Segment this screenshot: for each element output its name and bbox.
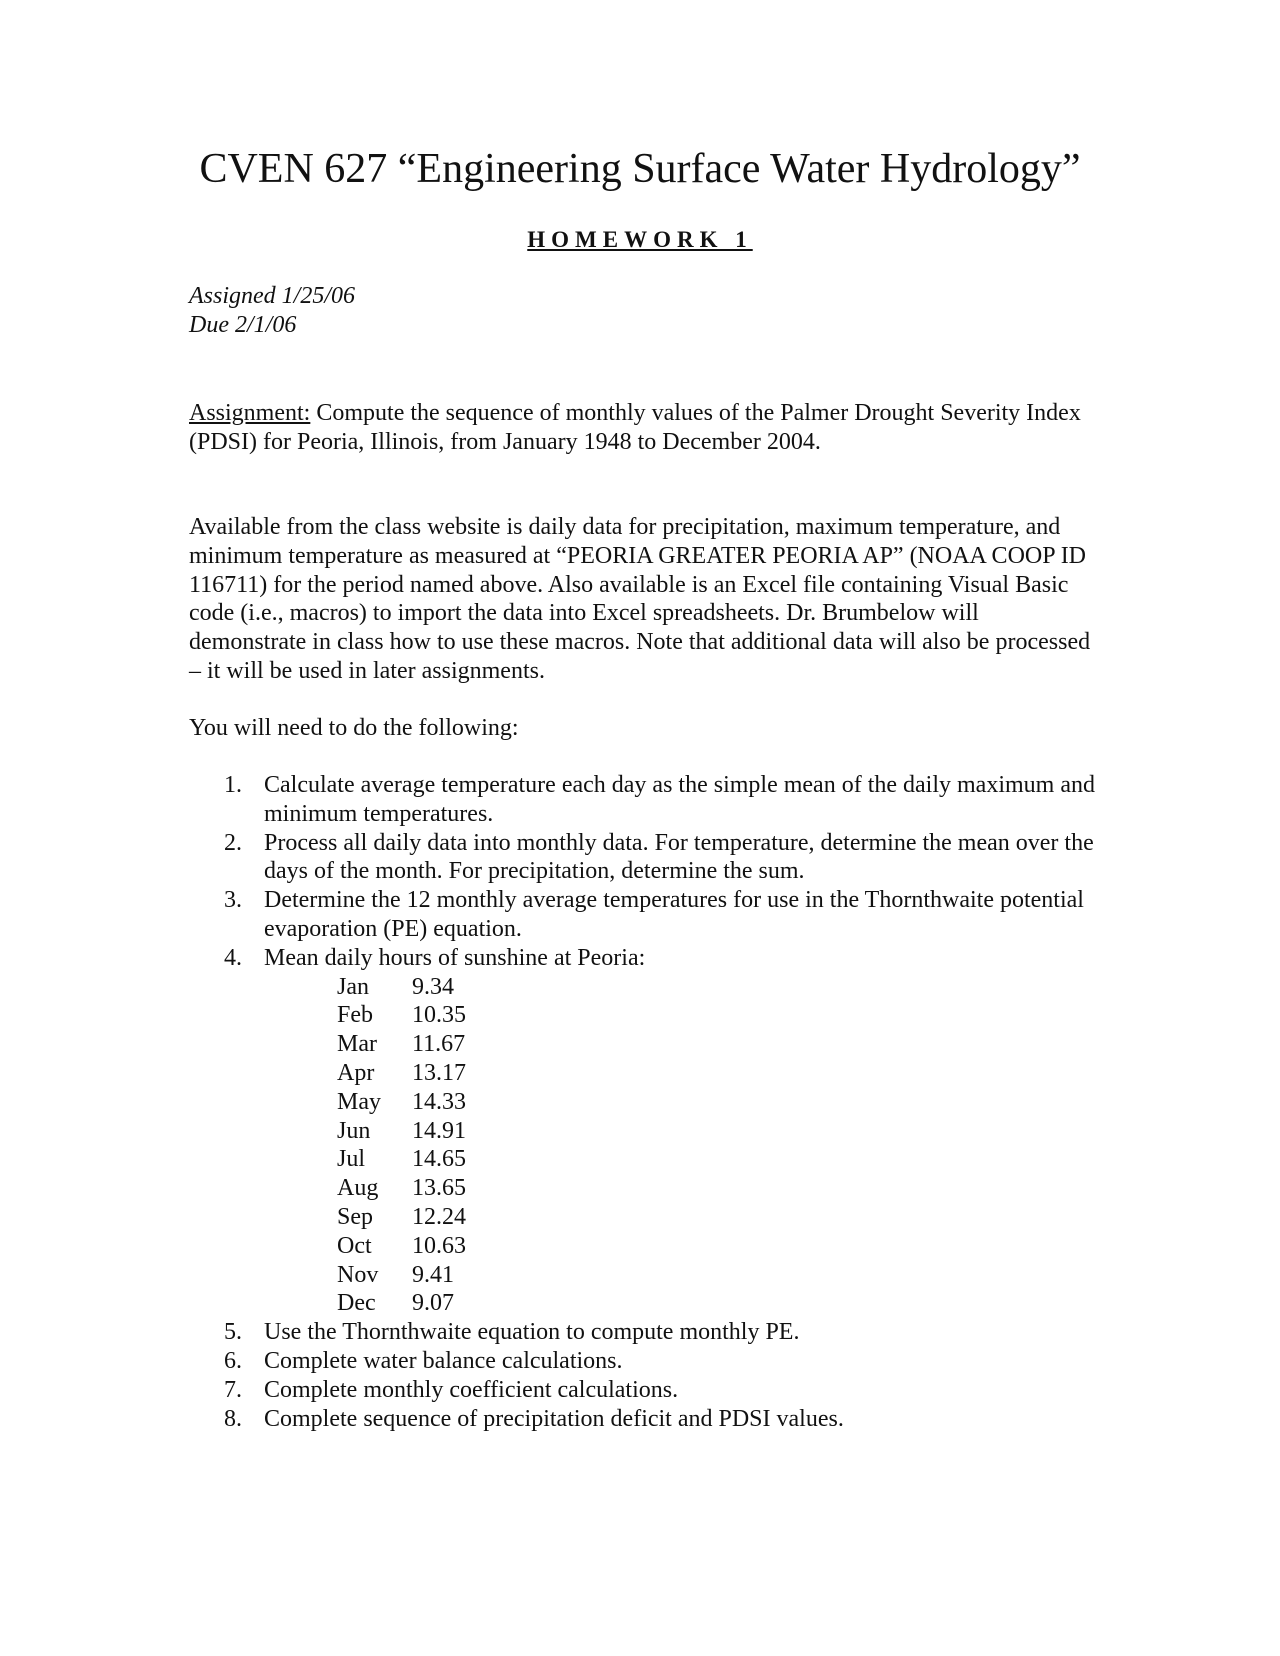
assignment-text: Compute the sequence of monthly values of the Palmer Drought Severity Index (PDSI) for Peoria, Illinois, from January 1948 to December 2004. — [189, 400, 1081, 455]
list-item — [189, 829, 1099, 887]
steps-list — [189, 771, 1099, 1433]
list-item-number: 5. — [224, 1319, 242, 1346]
sunshine-month: Sep — [337, 1203, 373, 1230]
list-item-number: 1. — [224, 772, 242, 798]
list-item-text: Calculate average temperature each day as the simple mean of the daily maximum and minimum temperatures. — [264, 772, 1095, 827]
sunshine-month: Apr — [337, 1059, 375, 1086]
sunshine-month: Jul — [337, 1146, 366, 1173]
sunshine-value: 9.07 — [412, 1290, 454, 1317]
list-item-number: 6. — [224, 1347, 242, 1374]
sunshine-row — [337, 1232, 1099, 1261]
list-item — [189, 771, 1099, 829]
sunshine-row — [337, 1174, 1099, 1203]
assignment-label: Assignment: — [189, 400, 311, 426]
sunshine-value: 9.41 — [412, 1261, 454, 1288]
assigned-date: Assigned 1/25/06 — [189, 283, 355, 309]
document-subtitle: HOMEWORK 1 — [527, 227, 753, 252]
list-item-number: 3. — [224, 887, 242, 914]
data-availability-paragraph: Available from the class website is daily data for precipitation, maximum temperature, and minimum temperature as measured at “PEORIA GREATER PEORIA AP” (NOAA COOP ID 116711) for the period named above. Also available is an Excel file containing Visual Basic code (i.e., macros) to import the data into Excel spreadsheets. Dr. Brumbelow will demonstrate in class how to use these macros. Note that additional data will also be processed – it will be used in later assignments. — [189, 514, 1091, 684]
list-item — [189, 1405, 1099, 1434]
list-item — [189, 886, 1099, 944]
instructions-intro: You will need to do the following: — [189, 715, 519, 741]
sunshine-row — [337, 1030, 1099, 1059]
sunshine-row — [337, 1289, 1099, 1318]
sunshine-month: Nov — [337, 1261, 379, 1288]
sunshine-month: Feb — [337, 1002, 373, 1029]
sunshine-month: Jun — [337, 1117, 371, 1144]
sunshine-value: 9.34 — [412, 973, 454, 1000]
sunshine-table — [337, 973, 1099, 1319]
list-item — [189, 1347, 1099, 1376]
list-item-text: Mean daily hours of sunshine at Peoria: — [264, 944, 646, 971]
sunshine-value: 14.91 — [412, 1117, 466, 1144]
sunshine-month: May — [337, 1088, 381, 1115]
sunshine-row — [337, 973, 1099, 1002]
list-item — [189, 1318, 1099, 1347]
sunshine-value: 11.67 — [412, 1031, 466, 1058]
sunshine-row — [337, 1001, 1099, 1030]
due-date: Due 2/1/06 — [189, 312, 297, 338]
dates-block — [189, 282, 355, 340]
list-item-number: 4. — [224, 944, 242, 971]
sunshine-row — [337, 1117, 1099, 1146]
document-title: CVEN 627 “Engineering Surface Water Hydrology” — [199, 146, 1081, 192]
assignment-paragraph — [189, 399, 1099, 457]
list-item-number: 8. — [224, 1405, 242, 1432]
list-item-number: 7. — [224, 1376, 242, 1403]
sunshine-value: 10.63 — [412, 1232, 466, 1259]
list-item-text: Complete water balance calculations. — [264, 1347, 623, 1374]
list-item-text: Determine the 12 monthly average temperatures for use in the Thornthwaite potential evaporation (PE) equation. — [264, 887, 1084, 942]
sunshine-month: Mar — [337, 1031, 377, 1058]
list-item — [189, 944, 1099, 973]
sunshine-value: 14.33 — [412, 1088, 466, 1115]
sunshine-value: 12.24 — [412, 1203, 466, 1230]
sunshine-value: 13.65 — [412, 1175, 466, 1202]
sunshine-row — [337, 1203, 1099, 1232]
list-item-text: Use the Thornthwaite equation to compute monthly PE. — [264, 1319, 800, 1346]
list-item — [189, 1376, 1099, 1405]
sunshine-row — [337, 1145, 1099, 1174]
sunshine-value: 14.65 — [412, 1146, 466, 1173]
sunshine-month: Aug — [337, 1175, 379, 1202]
sunshine-value: 10.35 — [412, 1002, 466, 1029]
sunshine-row — [337, 1059, 1099, 1088]
list-item-text: Process all daily data into monthly data. For temperature, determine the mean over the days of the month. For precipitation, determine the sum. — [264, 829, 1094, 885]
sunshine-value: 13.17 — [412, 1059, 466, 1086]
sunshine-month: Oct — [337, 1232, 372, 1259]
list-item-number: 2. — [224, 829, 242, 856]
list-item-text: Complete monthly coefficient calculations. — [264, 1376, 679, 1403]
sunshine-month: Jan — [337, 973, 369, 1000]
sunshine-row — [337, 1088, 1099, 1117]
sunshine-row — [337, 1261, 1099, 1290]
list-item-text: Complete sequence of precipitation deficit and PDSI values. — [264, 1405, 844, 1432]
sunshine-month: Dec — [337, 1290, 376, 1317]
